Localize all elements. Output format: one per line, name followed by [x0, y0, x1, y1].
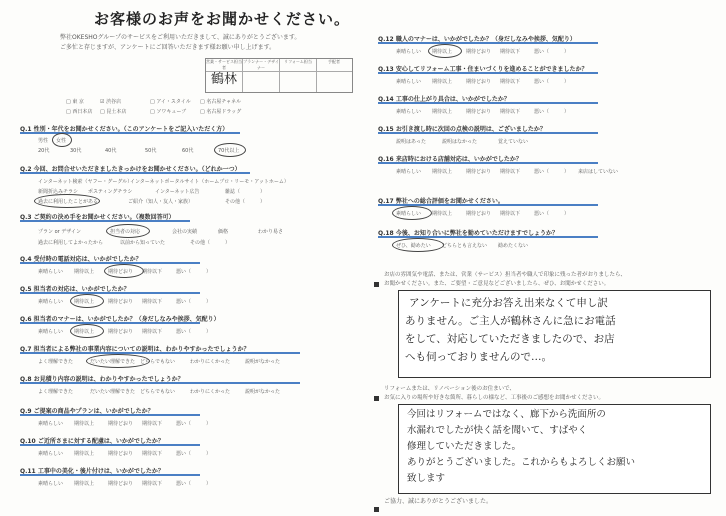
branch-8[interactable]: □ 名古屋ドラッグ [200, 109, 242, 115]
q6-opt-1[interactable]: 素晴らしい [38, 329, 64, 335]
q14-opt-2[interactable]: 期待以上 [432, 109, 453, 115]
q13-opt-4[interactable]: 期待以下 [500, 79, 521, 85]
q12-opt-1[interactable]: 素晴らしい [396, 49, 422, 55]
q14-label: Q.14 工事の仕上がり具合は、いかがでしたか？ [378, 96, 510, 103]
q17-opt-3[interactable]: 期待どおり [466, 211, 492, 217]
branch-1[interactable]: □ 東 京 [66, 99, 84, 105]
comment2-prompt-1: リフォームまたは、リノベーション後のお住まいで、 [384, 386, 515, 392]
staff-col-arranger: 手配者 [328, 59, 340, 64]
q18-opt-1[interactable]: ぜひ、勧めたい [396, 243, 431, 249]
page-title: お客様のお声をお聞かせください。 [94, 10, 351, 28]
q7-opt-4[interactable]: わかりにくかった [190, 359, 231, 365]
branch-6[interactable]: □ ソワキューブ [150, 109, 187, 115]
q10-opt-3[interactable]: 期待どおり [108, 451, 134, 457]
q1-opt-30s[interactable]: 30代 [70, 148, 82, 154]
q6-opt-2[interactable]: 期待以上 [74, 329, 95, 335]
comment2-line-5: 致します [407, 473, 446, 484]
q4-opt-5[interactable]: 悪い（ ） [176, 269, 212, 275]
q17-opt-4[interactable]: 期待以下 [500, 211, 521, 217]
q2-opt-7[interactable]: 過去に利用したことがある [38, 199, 99, 205]
q15-opt-3[interactable]: 覚えていない [498, 139, 529, 145]
q3-opt-1[interactable]: プラン or デザイン [38, 229, 81, 235]
q13-label: Q.13 安心してリフォーム工事・住まいづくりを進めることができましたか？ [378, 66, 588, 73]
comment1-prompt-2: お聞かせください。また、ご要望・ご意見などございましたら、ぜひ、お聞かせください。 [384, 281, 610, 287]
q5-opt-3[interactable]: 期待どおり [108, 299, 134, 305]
q11-opt-5[interactable]: 悪い（ ） [176, 481, 212, 487]
staff-name-handwritten: 鶴林 [211, 72, 238, 87]
q13-opt-1[interactable]: 素晴らしい [396, 79, 422, 85]
q12-opt-5[interactable]: 悪い（ ） [534, 49, 570, 55]
q11-opt-4[interactable]: 期待以下 [142, 481, 163, 487]
q15-opt-2[interactable]: 説明はなかった [442, 139, 478, 145]
q6-opt-4[interactable]: 期待以下 [142, 329, 163, 335]
staff-col-sales: 営業・サービス担当者 [206, 59, 243, 92]
q2-opt-6[interactable]: 雑誌（ ） [225, 189, 266, 195]
q9-opt-1[interactable]: 素晴らしい [38, 421, 64, 427]
q4-opt-3[interactable]: 期待どおり [108, 269, 134, 275]
q8-opt-2[interactable]: だいたい理解できた [90, 389, 136, 395]
q6-label: Q.6 担当者のマナーは、いかがでしたか？（身だしなみや挨拶、気配り） [20, 316, 220, 323]
q8-opt-3[interactable]: どちらでもない [140, 389, 175, 395]
q2-opt-5[interactable]: インターネット広告 [155, 189, 200, 195]
branch-5[interactable]: □ アイ・スタイル [150, 99, 191, 105]
q10-opt-1[interactable]: 素晴らしい [38, 451, 64, 457]
q17-opt-5[interactable]: 悪い（ ） [534, 211, 570, 217]
q9-opt-2[interactable]: 期待以上 [74, 421, 95, 427]
comment2-line-3: 修理していただきました。 [407, 441, 522, 452]
intro-line-1: 弊社OKESHOグループのサービスをご利用いただきまして、誠にありがとうございます。 [60, 34, 301, 41]
comment1-line-1: アンケートに充分お答え出来なくて申し訳 [409, 297, 608, 309]
branch-3[interactable]: ☑ 渋谷店 [100, 99, 122, 105]
q18-opt-3[interactable]: 勧めたくない [498, 243, 529, 249]
q17-label: Q.17 弊社への総合評価をお聞かせください。 [378, 198, 504, 205]
q15-label: Q.15 お引き渡し時に次回の点検の説明は、ございましたか？ [378, 126, 546, 133]
q11-opt-1[interactable]: 素晴らしい [38, 481, 64, 487]
q1-opt-70s[interactable]: 70代以上 [218, 148, 240, 154]
q16-label: Q.16 来店時における店舗対応は、いかがでしたか？ [378, 156, 522, 163]
q1-opt-20s[interactable]: 20代 [38, 148, 50, 154]
q5-opt-4[interactable]: 期待以下 [142, 299, 163, 305]
q7-opt-2[interactable]: だいたい理解できた [90, 359, 136, 365]
q9-opt-5[interactable]: 悪い（ ） [176, 421, 212, 427]
q2-opt-4[interactable]: ポスティングチラシ [88, 189, 133, 195]
q8-opt-5[interactable]: 説明がなかった [245, 389, 281, 395]
q4-opt-2[interactable]: 期待以上 [74, 269, 95, 275]
q5-opt-5[interactable]: 悪い（ ） [176, 299, 212, 305]
q1-opt-60s[interactable]: 60代 [182, 148, 194, 154]
q13-opt-2[interactable]: 期待以上 [432, 79, 453, 85]
q5-opt-1[interactable]: 素晴らしい [38, 299, 64, 305]
comment1-line-3: をして、対応していただきましたので、お店 [405, 333, 615, 345]
q11-label: Q.11 工事中の美化・後片付けは、いかがでしたか？ [20, 468, 164, 475]
comment2-line-4: ありがとうございました。これからもよろしくお願い [407, 457, 636, 468]
q13-opt-5[interactable]: 悪い（ ） [534, 79, 570, 85]
q14-opt-4[interactable]: 期待以下 [500, 109, 521, 115]
q16-opt-1[interactable]: 素晴らしい [396, 169, 422, 175]
q16-opt-6[interactable]: 来店はしていない [578, 169, 619, 175]
q7-label: Q.7 担当者による弊社の事業内容についての説明は、わかりやすかったでしょうか？ [20, 346, 250, 353]
branch-2[interactable]: □ 西日本店 [66, 109, 93, 115]
q7-opt-1[interactable]: よく理解できた [38, 359, 74, 365]
branch-7[interactable]: □ 名古屋チャネル [200, 99, 242, 105]
q13-opt-3[interactable]: 期待どおり [466, 79, 492, 85]
q12-opt-4[interactable]: 期待以下 [500, 49, 521, 55]
q12-opt-3[interactable]: 期待どおり [466, 49, 492, 55]
q2-opt-9[interactable]: その他（ ） [225, 199, 266, 205]
q3-opt-6[interactable]: 過去に利用してよかったから [38, 240, 104, 246]
q6-opt-3[interactable]: 期待どおり [108, 329, 134, 335]
q9-label: Q.9 ご提案の商品やプランは、いかがでしたか？ [20, 408, 154, 415]
comment1-prompt-1: お店の雰囲気や電話、または、営業（サービス）担当者や職人で印象に残った者がおりましたら、 [384, 272, 627, 278]
q3-opt-2[interactable]: 担当者の対応 [110, 229, 141, 235]
q12-opt-2[interactable]: 期待以上 [432, 49, 453, 55]
q1-opt-male[interactable]: 男性 [38, 138, 49, 144]
q2-label: Q.2 今回、お問合せいただきましたきっかけをお聞かせください。（どれか一つ） [20, 166, 241, 173]
q9-opt-4[interactable]: 期待以下 [142, 421, 163, 427]
staff-table [205, 58, 353, 93]
q16-opt-4[interactable]: 期待以下 [500, 169, 521, 175]
q2-opt-3[interactable]: 新聞折込みチラシ [38, 189, 79, 195]
q14-opt-5[interactable]: 悪い（ ） [534, 109, 570, 115]
footer-thanks: ご協力、誠にありがとうございました。 [384, 498, 493, 505]
q3-opt-4[interactable]: 価格 [218, 229, 229, 235]
q3-opt-8[interactable]: その他（ ） [190, 240, 231, 246]
q2-opt-2[interactable]: インターネットポータルサイト（ホームプロ・リーモ・アットホーム） [130, 179, 289, 185]
q7-opt-5[interactable]: 説明がなかった [245, 359, 281, 365]
comment1-box[interactable] [398, 290, 711, 378]
q6-opt-5[interactable]: 悪い（ ） [176, 329, 212, 335]
q3-opt-5[interactable]: わかり易さ [258, 229, 284, 235]
q2-opt-8[interactable]: ご紹介（知人・友人・家族） [128, 199, 194, 205]
q10-label: Q.10 ご近所さまに対する配慮は、いかがでしたか？ [20, 438, 164, 445]
q14-opt-3[interactable]: 期待どおり [466, 109, 492, 115]
q10-opt-5[interactable]: 悪い（ ） [176, 451, 212, 457]
q11-opt-3[interactable]: 期待どおり [108, 481, 134, 487]
q3-opt-3[interactable]: 会社の実績 [172, 229, 198, 235]
comment2-line-1: 今回はリフォームではなく、廊下から洗面所の [407, 409, 606, 420]
q8-opt-4[interactable]: わかりにくかった [190, 389, 231, 395]
q12-label: Q.12 職人のマナーは、いかがでしたか？（身だしなみや挨拶、気配り） [378, 36, 576, 43]
q1-opt-female[interactable]: 女性 [56, 138, 67, 144]
q1-opt-50s[interactable]: 50代 [145, 148, 157, 154]
q16-opt-3[interactable]: 期待どおり [466, 169, 492, 175]
q8-label: Q.8 お見積り内容の説明は、わかりやすかったでしょうか？ [20, 376, 184, 383]
q4-opt-1[interactable]: 素晴らしい [38, 269, 64, 275]
q10-opt-2[interactable]: 期待以上 [74, 451, 95, 457]
q14-opt-1[interactable]: 素晴らしい [396, 109, 422, 115]
intro-line-2: ご多忙と存じますが、アンケートにご回答いただきます様お願い申し上げます。 [60, 44, 276, 51]
q1-opt-40s[interactable]: 40代 [105, 148, 117, 154]
staff-col-reform: リフォーム担当 [280, 59, 317, 92]
q7-opt-3[interactable]: どちらでもない [140, 359, 175, 365]
q3-opt-7[interactable]: 以前から知っていた [120, 240, 166, 246]
comment2-prompt-2: お気に入りの場所や好きな箇所、暮らしの様など、工事後のご感想をお聞かせください。 [384, 395, 605, 401]
comment2-line-2: 水漏れでしたが快く話を聞いて、すばやく [407, 425, 588, 436]
q16-opt-5[interactable]: 悪い（ ） [534, 169, 570, 175]
q11-opt-2[interactable]: 期待以上 [74, 481, 95, 487]
q3-label: Q.3 ご契約の決め手をお聞かせください。（複数回答可） [20, 214, 175, 221]
branch-4[interactable]: □ 昆土本店 [100, 109, 127, 115]
q1-label: Q.1 性別・年代をお聞かせください。（このアンケートをご記入いただく方） [20, 126, 229, 133]
q4-label: Q.4 受付時の電話対応は、いかがでしたか？ [20, 256, 142, 263]
q17-opt-2[interactable]: 期待以上 [432, 211, 453, 217]
q2-opt-1[interactable]: インターネット検索（ヤフー・グーグル） [38, 179, 133, 185]
comment2-box[interactable] [398, 404, 711, 494]
q18-label: Q.18 今後、お知り合いに弊社を勧めていただけますでしょうか？ [378, 230, 558, 237]
q17-opt-1[interactable]: 素晴らしい [396, 211, 422, 217]
q16-opt-2[interactable]: 期待以上 [432, 169, 453, 175]
q9-opt-3[interactable]: 期待どおり [108, 421, 134, 427]
staff-col-planner: プランナー・デザイナー [243, 59, 280, 92]
q8-opt-1[interactable]: よく理解できた [38, 389, 74, 395]
q10-opt-4[interactable]: 期待以下 [142, 451, 163, 457]
comment1-line-2: ありません。ご主人が鶴林さんに急にお電話 [405, 315, 616, 327]
q15-opt-1[interactable]: 説明はあった [396, 139, 426, 145]
comment1-line-4: へも伺っておりませんので…。 [405, 351, 552, 363]
q5-label: Q.5 担当者の対応は、いかがでしたか？ [20, 286, 130, 293]
q5-opt-2[interactable]: 期待以上 [74, 299, 95, 305]
q4-opt-4[interactable]: 期待以下 [142, 269, 163, 275]
q18-opt-2[interactable]: どちらとも言えない [442, 243, 488, 249]
